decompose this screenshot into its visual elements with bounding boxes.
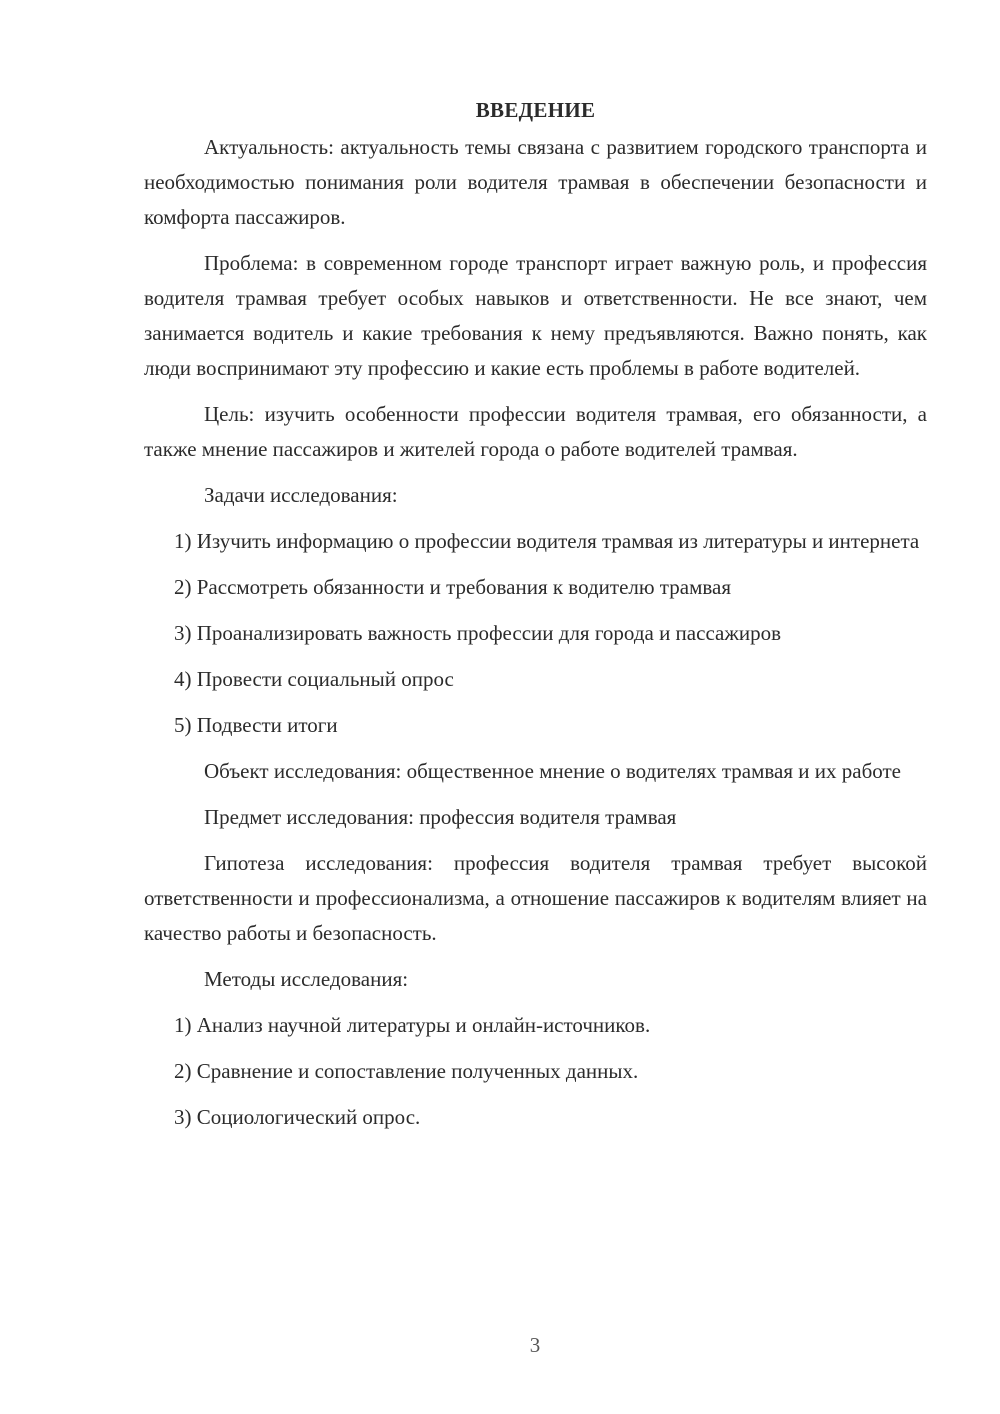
- tasks-heading: Задачи исследования:: [204, 483, 398, 507]
- relevance-paragraph: Актуальность: актуальность темы связана с развитием городского транспорта и необходимостью понимания роли водителя трамвая в обеспечении безопасности и комфорта пассажиров.: [144, 135, 927, 229]
- hypothesis-paragraph: Гипотеза исследования: профессия водителя трамвая требует высокой ответственности и профессионализма, а отношение пассажиров к водителям влияет на качество работы и безопасность.: [144, 851, 927, 945]
- goal-paragraph: Цель: изучить особенности профессии водителя трамвая, его обязанности, а также мнение пассажиров и жителей города о работе водителей трамвая.: [144, 402, 927, 461]
- method-item: 3) Социологический опрос.: [174, 1105, 421, 1129]
- subject-paragraph: Предмет исследования: профессия водителя трамвая: [204, 805, 677, 829]
- problem-paragraph: Проблема: в современном городе транспорт играет важную роль, и профессия водителя трамвая требует особых навыков и ответственности. Не все знают, чем занимается водитель и какие требования к нему предъявляются. Важно понять, как люди воспринимают эту профессию и какие есть проблемы в работе водителей.: [144, 251, 927, 380]
- object-paragraph: Объект исследования: общественное мнение о водителях трамвая и их работе: [204, 759, 901, 783]
- section-title: ВВЕДЕНИЕ: [475, 98, 596, 122]
- document-page: [144, 93, 927, 1146]
- task-item: 2) Рассмотреть обязанности и требования к водителю трамвая: [174, 575, 731, 599]
- methods-heading: Методы исследования:: [204, 967, 409, 991]
- task-item: 1) Изучить информацию о профессии водителя трамвая из литературы и интернета: [174, 529, 920, 553]
- task-item: 3) Проанализировать важность профессии для города и пассажиров: [174, 621, 782, 645]
- method-item: 1) Анализ научной литературы и онлайн-источников.: [174, 1013, 651, 1037]
- task-item: 5) Подвести итоги: [174, 713, 338, 737]
- task-item: 4) Провести социальный опрос: [174, 667, 454, 691]
- method-item: 2) Сравнение и сопоставление полученных данных.: [174, 1059, 639, 1083]
- page-number: 3: [529, 1333, 541, 1357]
